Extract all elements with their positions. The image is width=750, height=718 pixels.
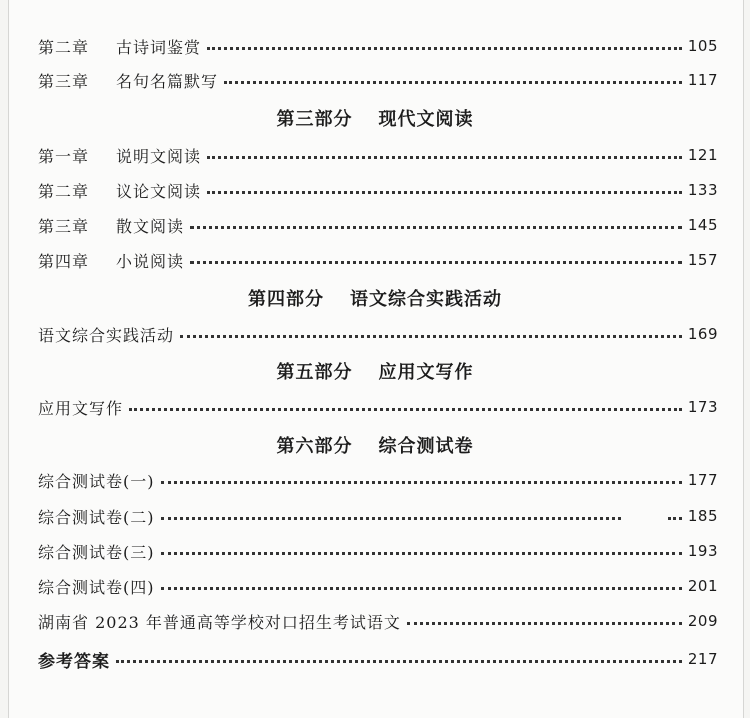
entry-title: 湖南省 2023 年普通高等学校对口招生考试语文 bbox=[38, 612, 401, 632]
page-number: 117 bbox=[687, 71, 718, 89]
toc-entry[interactable] bbox=[38, 504, 718, 528]
toc-entry[interactable] bbox=[38, 178, 718, 202]
dot-leader bbox=[207, 191, 682, 194]
page-number: 173 bbox=[687, 398, 718, 416]
page-number: 193 bbox=[687, 542, 718, 560]
part-label: 第五部分 bbox=[276, 362, 353, 383]
dot-leader bbox=[161, 587, 682, 590]
part-title: 应用文写作 bbox=[378, 362, 474, 383]
page-number: 121 bbox=[687, 146, 718, 164]
toc-entry[interactable] bbox=[38, 213, 718, 237]
dot-leader bbox=[207, 47, 682, 50]
dot-leader bbox=[407, 622, 682, 625]
part-heading bbox=[0, 431, 750, 459]
entry-title: 综合测试卷(二) bbox=[38, 507, 155, 527]
page-number: 133 bbox=[687, 181, 718, 199]
part-title: 语文综合实践活动 bbox=[350, 289, 502, 310]
toc-entry[interactable] bbox=[38, 539, 718, 563]
toc-entry[interactable] bbox=[38, 34, 718, 58]
entry-title: 参考答案 bbox=[38, 651, 110, 672]
entry-title: 古诗词鉴赏 bbox=[116, 37, 202, 57]
chapter-number: 第四章 bbox=[38, 251, 90, 271]
part-heading bbox=[0, 284, 750, 312]
toc-entry[interactable] bbox=[38, 609, 718, 633]
entry-title: 综合测试卷(一) bbox=[38, 471, 155, 491]
toc-entry[interactable] bbox=[38, 68, 718, 92]
toc-entry[interactable] bbox=[38, 248, 718, 272]
dot-leader bbox=[190, 261, 682, 264]
part-heading bbox=[0, 104, 750, 132]
part-label: 第四部分 bbox=[248, 289, 324, 310]
entry-title: 综合测试卷(三) bbox=[38, 542, 155, 562]
part-label: 第六部分 bbox=[276, 436, 353, 457]
entry-title: 应用文写作 bbox=[38, 398, 124, 418]
entry-title: 名句名篇默写 bbox=[116, 71, 219, 91]
chapter-number: 第三章 bbox=[38, 216, 90, 236]
chapter-number: 第三章 bbox=[38, 71, 90, 91]
entry-title: 说明文阅读 bbox=[116, 146, 202, 166]
dot-leader bbox=[161, 481, 682, 484]
dot-leader bbox=[207, 156, 682, 159]
dot-leader bbox=[116, 660, 682, 663]
page-number: 105 bbox=[687, 37, 718, 55]
toc-entry[interactable] bbox=[38, 322, 718, 346]
dot-leader bbox=[161, 517, 621, 520]
entry-title: 语文综合实践活动 bbox=[38, 325, 175, 345]
toc-entry[interactable] bbox=[38, 647, 718, 671]
entry-title: 散文阅读 bbox=[116, 216, 185, 236]
chapter-number: 第一章 bbox=[38, 146, 90, 166]
toc-entry[interactable] bbox=[38, 574, 718, 598]
page-number: 157 bbox=[687, 251, 718, 269]
page-number: 169 bbox=[687, 325, 718, 343]
chapter-number: 第二章 bbox=[38, 181, 90, 201]
toc-entry[interactable] bbox=[38, 468, 718, 492]
chapter-number: 第二章 bbox=[38, 37, 90, 57]
part-heading bbox=[0, 357, 750, 385]
entry-title: 综合测试卷(四) bbox=[38, 577, 155, 597]
page-number: 145 bbox=[687, 216, 718, 234]
part-title: 现代文阅读 bbox=[378, 109, 474, 130]
entry-title: 小说阅读 bbox=[116, 251, 185, 271]
dot-leader bbox=[224, 81, 682, 84]
dot-leader bbox=[190, 226, 682, 229]
page-number: 201 bbox=[687, 577, 718, 595]
dot-leader bbox=[180, 335, 682, 338]
dot-leader bbox=[668, 517, 682, 520]
part-title: 综合测试卷 bbox=[378, 436, 474, 457]
entry-title: 议论文阅读 bbox=[116, 181, 202, 201]
page-number: 209 bbox=[687, 612, 718, 630]
page-number: 185 bbox=[687, 507, 718, 525]
page-number: 217 bbox=[687, 650, 718, 668]
part-label: 第三部分 bbox=[276, 109, 353, 130]
page-number: 177 bbox=[687, 471, 718, 489]
toc-entry[interactable] bbox=[38, 143, 718, 167]
dot-leader bbox=[161, 552, 682, 555]
dot-leader bbox=[129, 408, 682, 411]
toc-entry[interactable] bbox=[38, 395, 718, 419]
